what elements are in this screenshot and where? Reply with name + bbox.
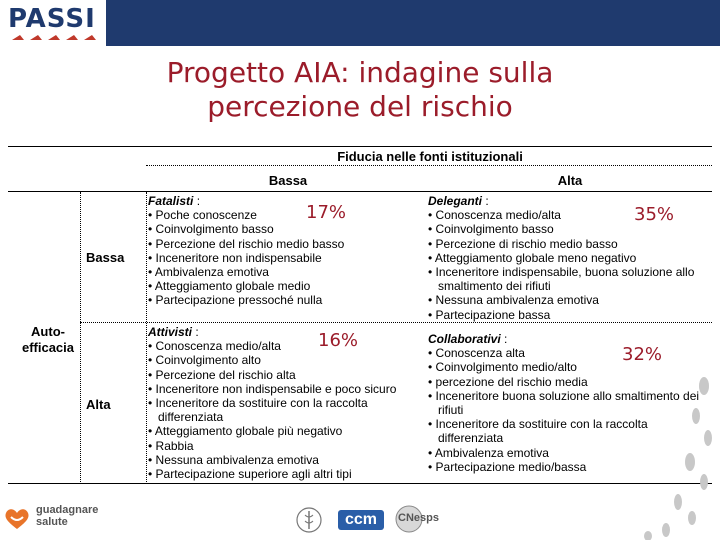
cnesps-logo[interactable] [394, 504, 442, 534]
row-divider [80, 322, 712, 323]
guadagnare-salute-text [36, 504, 98, 528]
logo-line-2: salute [36, 516, 68, 528]
percent-collaborativi: 32% [622, 344, 663, 365]
cell-fatalisti: Fatalisti : • Poche conoscenze • Coinvolgimento basso • Percezione del rischio medio basso • Inceneritore non indispensabile • Ambivalenza emotiva • Atteggiamento globale medio • Partecipazione pressoché nulla [148, 194, 428, 308]
list-item: • Ambivalenza emotiva [428, 446, 710, 460]
list-item: • Nessuna ambivalenza emotiva [148, 453, 428, 467]
column-group-header: Fiducia nelle fonti istituzionali [337, 149, 523, 164]
guadagnare-salute-logo[interactable] [4, 504, 114, 540]
footprints-icon [10, 34, 100, 42]
passi-logo[interactable]: PASSI [8, 4, 96, 34]
iss-seal-icon [296, 505, 322, 535]
row-label-high: Alta [86, 397, 111, 412]
header-bottom-rule [8, 191, 712, 192]
list-item: • Coinvolgimento basso [148, 222, 428, 236]
list-item: • Inceneritore indispensabile, buona soluzione allo smaltimento dei rifiuti [428, 265, 710, 293]
list-item: • Partecipazione medio/bassa [428, 460, 710, 474]
list-item: • Coinvolgimento basso [428, 222, 710, 236]
header-divider [146, 165, 712, 166]
header [0, 0, 720, 46]
percent-deleganti: 35% [634, 204, 675, 225]
list-item: • Atteggiamento globale medio [148, 279, 428, 293]
title-line-1: Progetto AIA: indagine sulla [166, 56, 554, 89]
list-item: • Partecipazione pressoché nulla [148, 293, 428, 307]
list-item: • Percezione di rischio medio basso [428, 237, 710, 251]
row-group-divider [80, 192, 81, 482]
table-top-rule [8, 146, 712, 147]
ccm-logo[interactable]: ccm [338, 510, 384, 530]
cell-collaborativi: Collaborativi : • Conoscenza alta • Coinvolgimento medio/alto • percezione del rischio media • Inceneritore buona soluzione allo smaltimento dei rifiuti • Inceneritore da sostituire con la raccolta differenziata • Ambivalenza emotiva • Partecipazione medio/bassa [428, 332, 710, 474]
perception-matrix [8, 146, 712, 484]
row-label-low: Bassa [86, 250, 125, 265]
column-header-low: Bassa [268, 173, 308, 188]
cnesps-text: CNesps [398, 512, 439, 524]
list-item: • Conoscenza alta [428, 346, 710, 360]
row-label-divider [146, 192, 147, 482]
cell-title: Attivisti [148, 325, 193, 339]
list-item: • Nessuna ambivalenza emotiva [428, 293, 710, 307]
list-item: • Inceneritore non indispensabile e poco sicuro [148, 382, 428, 396]
list-item: • Inceneritore da sostituire con la raccolta differenziata [428, 417, 710, 445]
title-line-2: percezione del rischio [207, 90, 513, 123]
cell-title: Deleganti [428, 194, 483, 208]
row-group-label: Auto- efficacia [21, 324, 75, 355]
list-item: • Rabbia [148, 439, 428, 453]
page-title [0, 56, 720, 124]
percent-fatalisti: 17% [306, 202, 347, 223]
cell-deleganti: Deleganti : • Conoscenza medio/alta • Coinvolgimento basso • Percezione di rischio medio basso • Atteggiamento globale meno negativo • Inceneritore indispensabile, buona soluzione allo smaltimento dei rifiuti • Nessuna ambivalenza emotiva • Partecipazione bassa [428, 194, 710, 322]
table-bottom-rule [8, 483, 712, 484]
heart-icon [4, 508, 30, 530]
list-item: • Inceneritore da sostituire con la raccolta differenziata [148, 396, 428, 424]
list-item: • Poche conoscenze [148, 208, 428, 222]
list-item: • percezione del rischio media [428, 375, 710, 389]
percent-attivisti: 16% [318, 330, 359, 351]
logo-line-1: guadagnare [36, 504, 99, 516]
list-item: • Inceneritore buona soluzione allo smaltimento dei rifiuti [428, 389, 710, 417]
list-item: • Percezione del rischio alta [148, 368, 428, 382]
column-header-high: Alta [557, 173, 583, 188]
cell-title: Collaborativi [428, 332, 501, 346]
list-item: • Ambivalenza emotiva [148, 265, 428, 279]
list-item: • Coinvolgimento alto [148, 353, 428, 367]
list-item: • Coinvolgimento medio/alto [428, 360, 710, 374]
list-item: • Partecipazione bassa [428, 308, 710, 322]
cell-title: Fatalisti [148, 194, 194, 208]
header-bar [106, 0, 720, 46]
cell-attivisti: Attivisti : • Conoscenza medio/alta • Coinvolgimento alto • Percezione del rischio alta • Inceneritore non indispensabile e poco sicuro • Inceneritore da sostituire con la raccolta differenziata • Atteggiamento globale più negativo • Rabbia • Nessuna ambivalenza emotiva • Partecipazione superiore agli altri tipi [148, 325, 428, 481]
list-item: • Percezione del rischio medio basso [148, 237, 428, 251]
list-item: • Atteggiamento globale meno negativo [428, 251, 710, 265]
footprints-decoration-icon [626, 376, 716, 540]
list-item: • Inceneritore non indispensabile [148, 251, 428, 265]
list-item: • Conoscenza medio/alta [428, 208, 710, 222]
list-item: • Conoscenza medio/alta [148, 339, 428, 353]
list-item: • Partecipazione superiore agli altri tipi [148, 467, 428, 481]
list-item: • Atteggiamento globale più negativo [148, 424, 428, 438]
